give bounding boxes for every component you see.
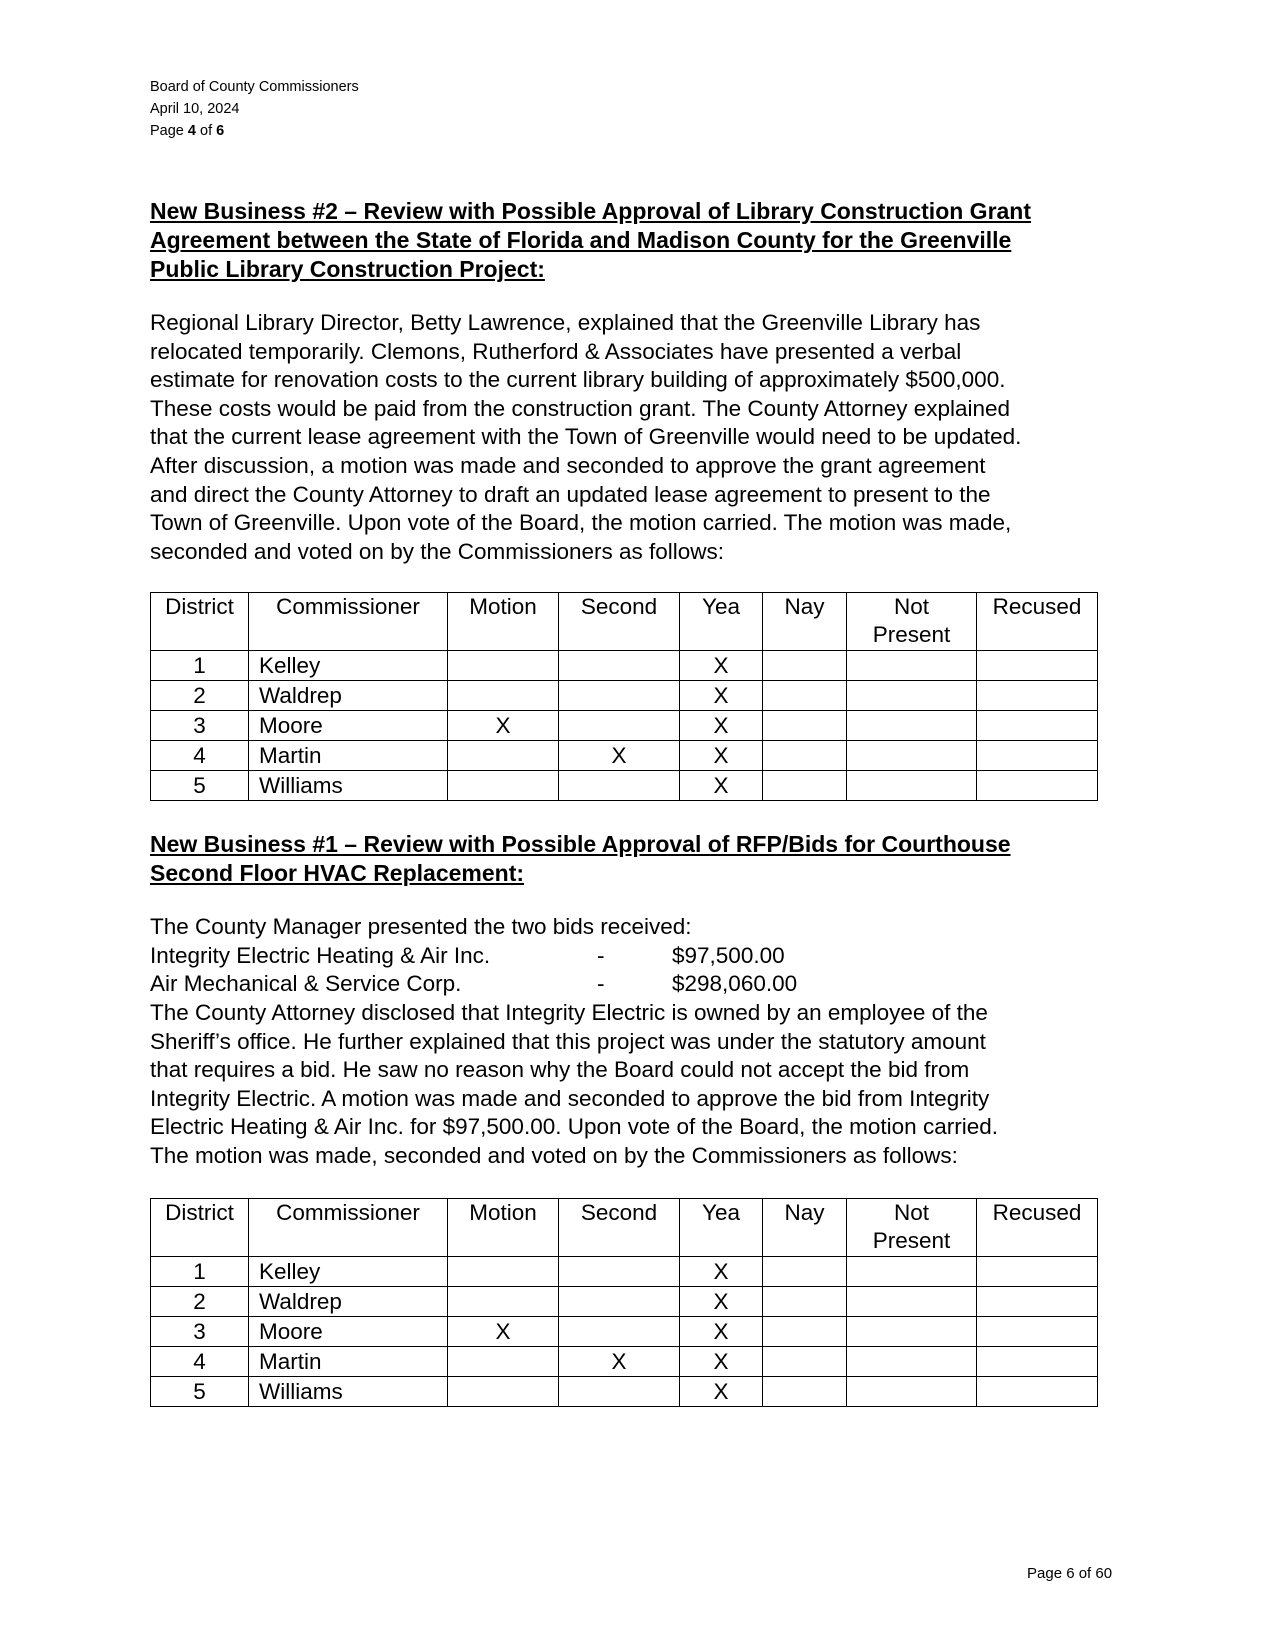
section2-heading [150, 830, 1011, 888]
col-header-second: Second [559, 1199, 680, 1257]
cell-not-present [847, 1287, 977, 1317]
cell-second [559, 1287, 680, 1317]
cell-nay [763, 741, 847, 771]
section1-body [150, 309, 1021, 566]
section2-body [150, 999, 998, 1171]
section1-body-line: Regional Library Director, Betty Lawrence, explained that the Greenville Library has [150, 310, 981, 335]
cell-motion [448, 741, 559, 771]
cell-yea: X [680, 771, 763, 801]
section2-heading-line: Second Floor HVAC Replacement: [150, 860, 525, 886]
cell-motion [448, 1287, 559, 1317]
cell-second [559, 711, 680, 741]
cell-district: 5 [151, 771, 249, 801]
cell-recused [977, 741, 1098, 771]
bid-row [150, 970, 798, 999]
col-header-yea: Yea [680, 593, 763, 651]
cell-yea: X [680, 1347, 763, 1377]
cell-nay [763, 1257, 847, 1287]
header-page-prefix: Page [150, 123, 188, 139]
col-header-district: District [151, 593, 249, 651]
bid-dash: - [597, 943, 605, 968]
col-header-not-present: Not Present [847, 1199, 977, 1257]
cell-not-present [847, 651, 977, 681]
table-row [151, 1377, 1098, 1407]
cell-commissioner: Moore [249, 1317, 448, 1347]
col-header-commissioner: Commissioner [249, 1199, 448, 1257]
section1-body-line: relocated temporarily. Clemons, Rutherford & Associates have presented a verbal [150, 338, 962, 364]
cell-second [559, 771, 680, 801]
header-page-indicator [150, 120, 359, 142]
cell-district: 1 [151, 651, 249, 681]
cell-recused [977, 1317, 1098, 1347]
header-page-total: 6 [216, 123, 225, 139]
cell-district: 4 [151, 741, 249, 771]
cell-second: X [559, 1347, 680, 1377]
cell-yea: X [680, 681, 763, 711]
cell-motion: X [448, 711, 559, 741]
cell-motion: X [448, 1317, 559, 1347]
cell-yea: X [680, 1287, 763, 1317]
cell-district: 1 [151, 1257, 249, 1287]
cell-recused [977, 681, 1098, 711]
cell-second [559, 1317, 680, 1347]
cell-recused [977, 1377, 1098, 1407]
bid-vendor: Air Mechanical & Service Corp. [150, 971, 462, 996]
cell-not-present [847, 681, 977, 711]
cell-district: 4 [151, 1347, 249, 1377]
cell-second [559, 1377, 680, 1407]
table-row [151, 1317, 1098, 1347]
col-header-yea: Yea [680, 1199, 763, 1257]
cell-commissioner: Waldrep [249, 1287, 448, 1317]
table-row [151, 651, 1098, 681]
cell-not-present [847, 1347, 977, 1377]
cell-motion [448, 681, 559, 711]
section2-body-line: The motion was made, seconded and voted on by the Commissioners as follows: [150, 1142, 958, 1168]
col-header-recused: Recused [977, 593, 1098, 651]
cell-recused [977, 711, 1098, 741]
cell-second [559, 651, 680, 681]
col-header-nay: Nay [763, 593, 847, 651]
cell-motion [448, 1257, 559, 1287]
cell-not-present [847, 741, 977, 771]
col-header-district: District [151, 1199, 249, 1257]
section2-body-line: Sheriff’s office. He further explained that this project was under the statutory amount [150, 1028, 986, 1054]
section1-body-line: and direct the County Attorney to draft an updated lease agreement to present to the [150, 481, 991, 507]
header-page-of: of [195, 123, 217, 139]
col-header-recused: Recused [977, 1199, 1098, 1257]
table-row [151, 1257, 1098, 1287]
table-row [151, 771, 1098, 801]
col-header-commissioner: Commissioner [249, 593, 448, 651]
cell-yea: X [680, 1377, 763, 1407]
cell-nay [763, 1287, 847, 1317]
cell-motion [448, 771, 559, 801]
cell-district: 5 [151, 1377, 249, 1407]
cell-recused [977, 1287, 1098, 1317]
cell-nay [763, 711, 847, 741]
cell-not-present [847, 1377, 977, 1407]
cell-commissioner: Kelley [249, 651, 448, 681]
cell-commissioner: Kelley [249, 1257, 448, 1287]
bid-dash: - [597, 971, 605, 996]
header-org: Board of County Commissioners [150, 79, 359, 95]
cell-motion [448, 1377, 559, 1407]
cell-commissioner: Williams [249, 1377, 448, 1407]
cell-yea: X [680, 1257, 763, 1287]
cell-second [559, 1257, 680, 1287]
cell-district: 2 [151, 1287, 249, 1317]
cell-commissioner: Waldrep [249, 681, 448, 711]
cell-not-present [847, 1317, 977, 1347]
bid-row [150, 942, 785, 971]
section1-vote-table [150, 592, 1098, 801]
section2-heading-line: New Business #1 – Review with Possible Approval of RFP/Bids for Courthouse [150, 831, 1011, 857]
page-header [150, 76, 359, 142]
cell-commissioner: Martin [249, 1347, 448, 1377]
cell-nay [763, 1377, 847, 1407]
section2-body-line: Integrity Electric. A motion was made and seconded to approve the bid from Integrity [150, 1085, 990, 1111]
section2-vote-table [150, 1198, 1098, 1407]
section1-body-line: estimate for renovation costs to the current library building of approximately $500,000. [150, 367, 1006, 393]
cell-district: 2 [151, 681, 249, 711]
cell-recused [977, 1257, 1098, 1287]
cell-nay [763, 651, 847, 681]
col-header-motion: Motion [448, 1199, 559, 1257]
vote-table-header-row [151, 593, 1098, 651]
cell-motion [448, 1347, 559, 1377]
cell-not-present [847, 711, 977, 741]
table-row [151, 681, 1098, 711]
header-page-number: 4 [187, 123, 196, 139]
cell-commissioner: Moore [249, 711, 448, 741]
cell-district: 3 [151, 1317, 249, 1347]
cell-recused [977, 1347, 1098, 1377]
cell-motion [448, 651, 559, 681]
col-header-second: Second [559, 593, 680, 651]
section2-intro: The County Manager presented the two bids received: [150, 914, 692, 939]
page-footer: Page 6 of 60 [1027, 1565, 1113, 1582]
section1-body-line: that the current lease agreement with the Town of Greenville would need to be updated. [150, 424, 1022, 450]
cell-yea: X [680, 1317, 763, 1347]
cell-not-present [847, 771, 977, 801]
cell-recused [977, 771, 1098, 801]
section1-body-line: Town of Greenville. Upon vote of the Board, the motion carried. The motion was made, [150, 510, 1012, 536]
bid-vendor: Integrity Electric Heating & Air Inc. [150, 943, 491, 968]
bid-amount: $97,500.00 [672, 943, 785, 968]
cell-district: 3 [151, 711, 249, 741]
section1-heading [150, 197, 1031, 284]
cell-yea: X [680, 651, 763, 681]
col-header-nay: Nay [763, 1199, 847, 1257]
cell-yea: X [680, 711, 763, 741]
section1-body-line: seconded and voted on by the Commissioners as follows: [150, 538, 725, 564]
cell-commissioner: Williams [249, 771, 448, 801]
cell-recused [977, 651, 1098, 681]
cell-yea: X [680, 741, 763, 771]
table-row [151, 1347, 1098, 1377]
cell-not-present [847, 1257, 977, 1287]
section1-heading-line: Agreement between the State of Florida and Madison County for the Greenville [150, 227, 1012, 253]
table-row [151, 711, 1098, 741]
section2-body-line: Electric Heating & Air Inc. for $97,500.00. Upon vote of the Board, the motion carried. [150, 1114, 998, 1140]
section1-body-line: These costs would be paid from the construction grant. The County Attorney explained [150, 395, 1011, 421]
header-date: April 10, 2024 [150, 101, 240, 117]
cell-nay [763, 1347, 847, 1377]
cell-second [559, 681, 680, 711]
vote-table-header-row [151, 1199, 1098, 1257]
cell-nay [763, 681, 847, 711]
section1-heading-line: Public Library Construction Project: [150, 256, 545, 282]
cell-nay [763, 771, 847, 801]
cell-commissioner: Martin [249, 741, 448, 771]
bid-amount: $298,060.00 [672, 971, 798, 996]
col-header-motion: Motion [448, 593, 559, 651]
section1-body-line: After discussion, a motion was made and seconded to approve the grant agreement [150, 452, 986, 478]
table-row [151, 741, 1098, 771]
cell-second: X [559, 741, 680, 771]
section1-heading-line: New Business #2 – Review with Possible Approval of Library Construction Grant [150, 198, 1032, 224]
cell-nay [763, 1317, 847, 1347]
section2-body-line: that requires a bid. He saw no reason why the Board could not accept the bid from [150, 1057, 970, 1083]
section2-body-line: The County Attorney disclosed that Integrity Electric is owned by an employee of the [150, 1000, 988, 1025]
col-header-not-present: Not Present [847, 593, 977, 651]
table-row [151, 1287, 1098, 1317]
